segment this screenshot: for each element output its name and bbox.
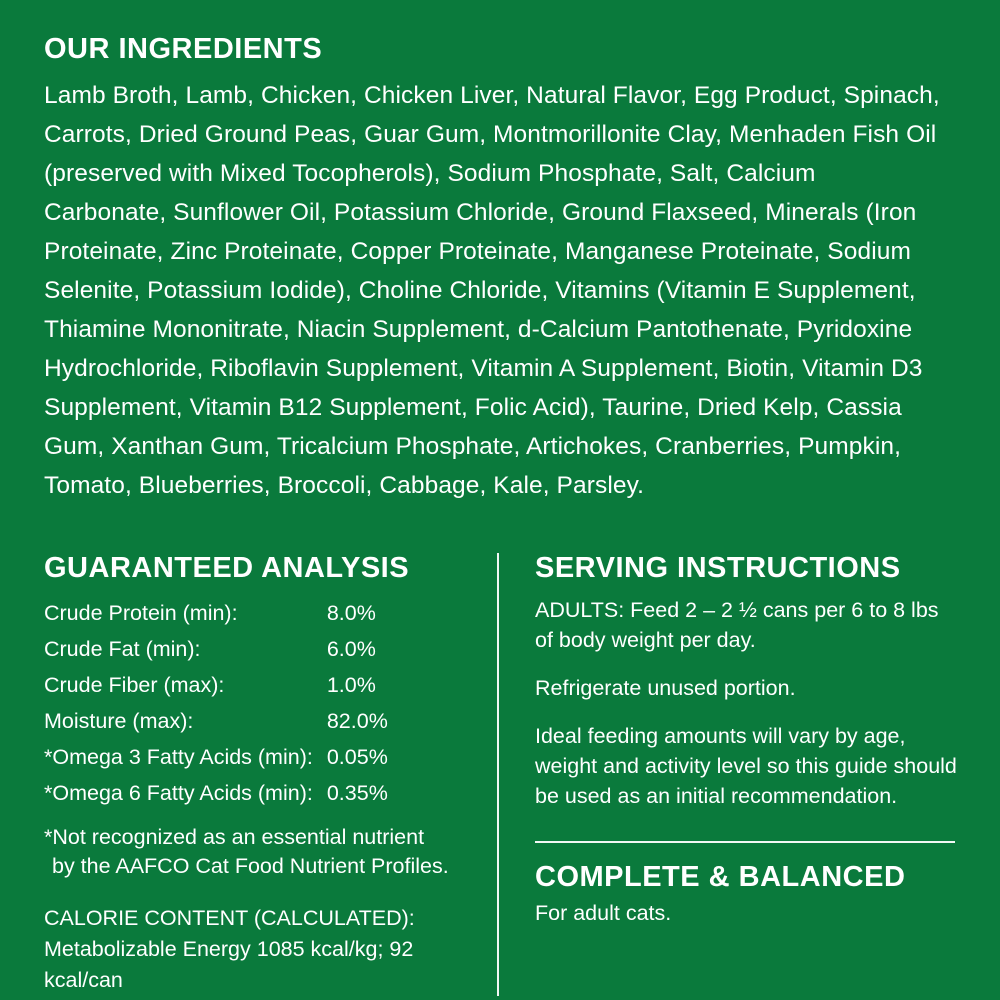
ga-label: Crude Fat (min): xyxy=(44,636,201,661)
calorie-content xyxy=(44,903,497,996)
ga-value: 82.0% xyxy=(326,708,388,733)
calorie-heading: CALORIE CONTENT (CALCULATED): xyxy=(44,905,415,930)
serving-paragraph-1: ADULTS: Feed 2 – 2 ½ cans per 6 to 8 lbs of body weight per day. xyxy=(535,597,939,652)
ingredients-title: OUR INGREDIENTS xyxy=(44,33,323,65)
ingredients-body: Lamb Broth, Lamb, Chicken, Chicken Liver, Natural Flavor, Egg Product, Spinach, Carrots, Dried Ground Peas, Guar Gum, Montmorillonite Clay, Menhaden Fish Oil (preserved with Mixed Tocopherols), Sodium Phosphate, Salt, Calcium Carbonate, Sunflower Oil, Potassium Chloride, Ground Flaxseed, Minerals (Iron Proteinate, Zinc Proteinate, Copper Proteinate, Manganese Proteinate, Sodium Selenite, Potassium Iodide), Choline Chloride, Vitamins (Vitamin E Supplement, Thiamine Mononitrate, Niacin Supplement, d-Calcium Pantothenate, Pyridoxine Hydrochloride, Riboflavin Supplement, Vitamin A Supplement, Biotin, Vitamin D3 Supplement, Vitamin B12 Supplement, Folic Acid), Taurine, Dried Kelp, Cassia Gum, Xanthan Gum, Tricalcium Phosphate, Artichokes, Cranberries, Pumpkin, Tomato, Blueberries, Broccoli, Cabbage, Kale, Parsley. xyxy=(44,81,940,499)
serving-paragraph-3: Ideal feeding amounts will vary by age, weight and activity level so this guide should be used as an initial recommendation. xyxy=(535,723,957,808)
lower-columns xyxy=(42,553,958,996)
complete-balanced-subtitle: For adult cats. xyxy=(535,900,672,925)
calorie-value: Metabolizable Energy 1085 kcal/kg; 92 kcal/can xyxy=(44,936,414,992)
ga-value: 8.0% xyxy=(326,600,376,625)
complete-balanced-title: COMPLETE & BALANCED xyxy=(535,860,906,893)
table-row xyxy=(44,739,388,775)
vertical-divider xyxy=(497,553,499,996)
footnote-line-1: *Not recognized as an essential nutrient xyxy=(44,824,425,849)
ga-label: *Omega 6 Fatty Acids (min): xyxy=(44,780,313,805)
table-row xyxy=(44,595,388,631)
ga-label: Crude Protein (min): xyxy=(44,600,238,625)
aafco-footnote xyxy=(44,823,497,881)
table-row xyxy=(44,703,388,739)
table-row xyxy=(44,667,388,703)
serving-paragraph-2: Refrigerate unused portion. xyxy=(535,675,796,700)
ingredients-section xyxy=(42,34,958,505)
table-row xyxy=(44,631,388,667)
ga-value: 0.05% xyxy=(326,744,388,769)
section-divider xyxy=(535,841,955,843)
guaranteed-analysis-title: GUARANTEED ANALYSIS xyxy=(44,551,410,584)
ga-label: Crude Fiber (max): xyxy=(44,672,225,697)
serving-instructions-section xyxy=(499,553,958,996)
guaranteed-analysis-table xyxy=(44,595,388,811)
serving-instructions-title: SERVING INSTRUCTIONS xyxy=(535,551,901,584)
complete-balanced-section xyxy=(535,861,958,928)
guaranteed-analysis-section xyxy=(42,553,497,996)
ga-value: 1.0% xyxy=(326,672,376,697)
ga-value: 0.35% xyxy=(326,780,388,805)
ga-value: 6.0% xyxy=(326,636,376,661)
ga-label: Moisture (max): xyxy=(44,708,194,733)
footnote-line-2: by the AAFCO Cat Food Nutrient Profiles. xyxy=(52,853,449,878)
table-row xyxy=(44,775,388,811)
ga-label: *Omega 3 Fatty Acids (min): xyxy=(44,744,313,769)
